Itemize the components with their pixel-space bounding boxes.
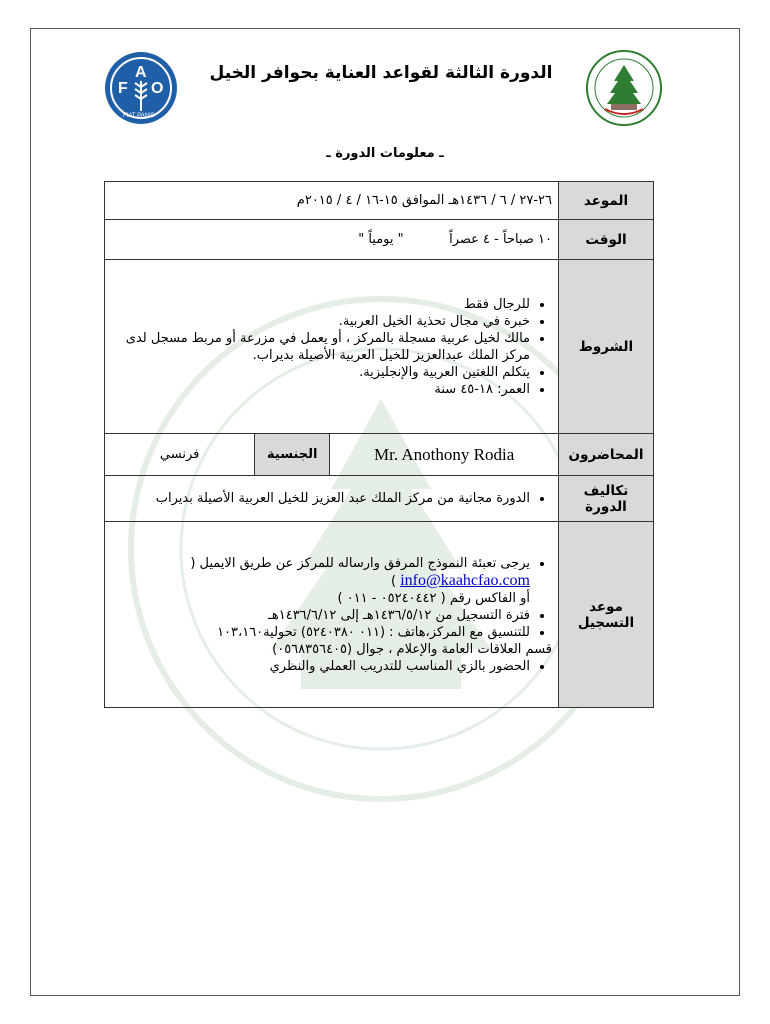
list-item: • يتكلم اللغتين العربية والإنجليزية. <box>111 364 530 381</box>
email-link[interactable]: info@kaahcfao.com <box>400 571 530 589</box>
course-info-heading: ـ معلومات الدورة ـ <box>326 146 444 161</box>
list-item: • العمر: ١٨-٤٥ سنة <box>111 381 530 398</box>
fao-logo-icon <box>104 51 178 125</box>
nationality-value: فرنسي <box>105 434 255 476</box>
date-label: الموعد <box>559 182 654 220</box>
table-row-date <box>105 182 654 220</box>
time-label: الوقت <box>559 220 654 260</box>
fao-motto: FIAT PANIS <box>123 113 155 119</box>
list-item: • للرجال فقط <box>111 296 530 313</box>
costs-value <box>105 476 559 522</box>
list-item: • فترة التسجيل من ١٤٣٦/٥/١٢هـ إلى ١٤٣٦/٦/١٢هـ <box>111 607 530 624</box>
registration-list <box>111 555 552 641</box>
costs-label: تكاليف الدورة <box>559 476 654 522</box>
registration-instruction: يرجى تعبئة النموذج المرفق وارساله للمركز عن طريق الايميل ( <box>190 555 530 571</box>
fao-letter-a: A <box>135 64 147 81</box>
registration-value <box>105 522 559 708</box>
conditions-list <box>111 296 552 398</box>
date-value: ٢٦-٢٧ / ٦ / ١٤٣٦هـ الموافق ١٥-١٦ / ٤ / ٢٠١٥م <box>105 182 559 220</box>
table-row-lecturers <box>105 434 654 476</box>
conditions-value <box>105 260 559 434</box>
registration-email-close: ) <box>390 573 401 589</box>
course-info-table <box>104 181 654 708</box>
registration-pr-contact: قسم العلاقات العامة والإعلام ، جوال (٠٥٦٨٣٥٦٤٠٥) <box>272 641 552 657</box>
table-row-conditions <box>105 260 654 434</box>
fao-letter-f: F <box>118 80 128 97</box>
list-item: • للتنسيق مع المركز،هاتف : (٠١١ ٥٢٤٠٣٨٠) تحولية١٠٣،١٦٠ <box>111 624 530 641</box>
lecturers-label: المحاضرون <box>559 434 654 476</box>
document-header <box>31 29 739 139</box>
costs-list <box>111 490 552 507</box>
list-item: • مالك لخيل عربية مسجلة بالمركز ، أو يعمل في مزرعة أو مربط مسجل لدى مركز الملك عبدالعزيز للخيل العربية الأصيلة بديراب. <box>111 330 530 364</box>
fao-letter-o: O <box>151 80 164 97</box>
list-item: • الحضور بالزي المناسب للتدريب العملي والنظري <box>111 658 530 675</box>
registration-list-continued <box>111 658 552 675</box>
ministry-logo-icon <box>585 49 663 127</box>
course-title: الدورة الثالثة لقواعد العناية بحوافر الخيل <box>209 63 553 83</box>
list-item <box>111 555 530 607</box>
list-item: • خبرة في مجال تحذية الخيل العربية. <box>111 313 530 330</box>
lecturer-name: Mr. Anothony Rodia <box>330 434 559 476</box>
table-row-time <box>105 220 654 260</box>
table-row-costs <box>105 476 654 522</box>
time-value: ١٠ صباحاً - ٤ عصراً " يومياً " <box>105 220 559 260</box>
registration-label: موعد التسجيل <box>559 522 654 708</box>
list-item: • الدورة مجانية من مركز الملك عبد العزيز للخيل العربية الأصيلة بديراب <box>111 490 530 507</box>
registration-fax: أو الفاكس رقم ( ٠٥٢٤٠٤٤٢ - ٠١١ ) <box>337 590 530 606</box>
nationality-label: الجنسية <box>255 434 330 476</box>
conditions-label: الشروط <box>559 260 654 434</box>
table-row-registration <box>105 522 654 708</box>
document-page <box>30 28 740 996</box>
